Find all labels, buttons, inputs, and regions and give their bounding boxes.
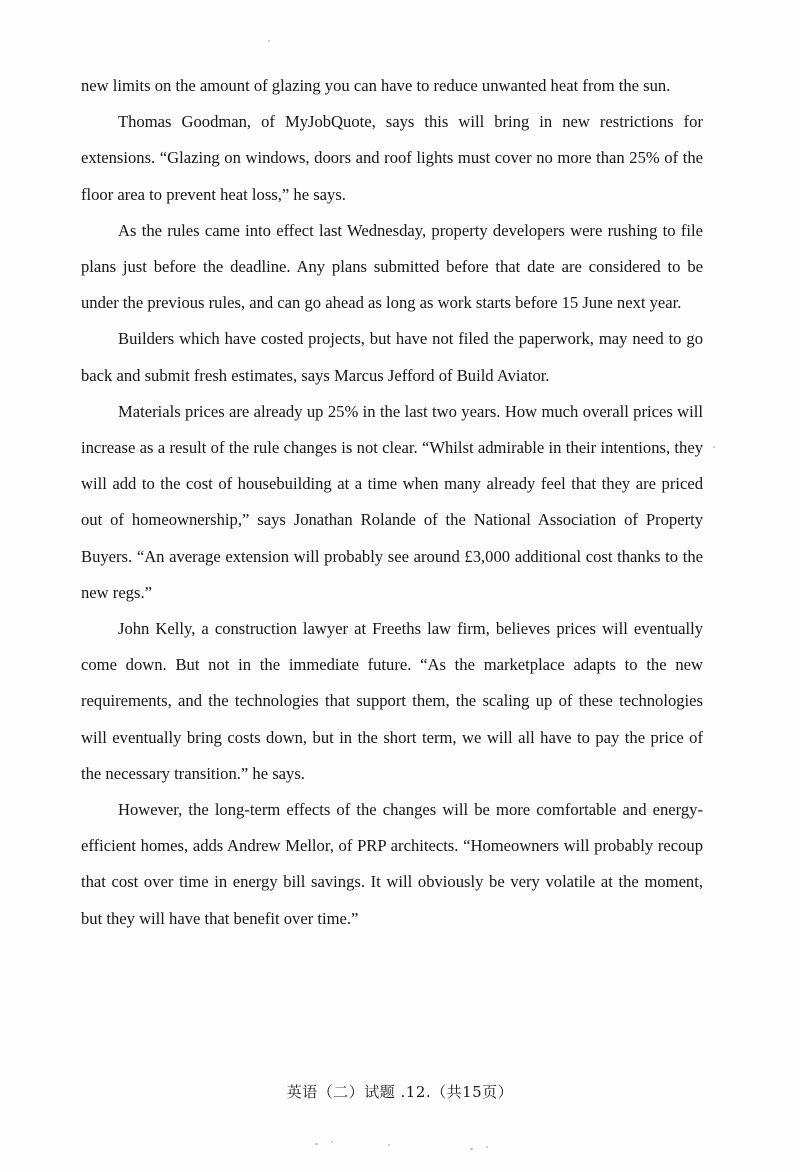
paragraph-6: John Kelly, a construction lawyer at Freeths law firm, believes prices will eventually come down. But not in the immediate future. “As the marketplace adapts to the new requirements, and the technologies that support them, the scaling up of these technologies will eventually bring costs down, but in the short term, we will all have to pay the price of the necessary transition.” he says. — [81, 619, 703, 783]
paragraph-5: Materials prices are already up 25% in the last two years. How much overall prices will increase as a result of the rule changes is not clear. “Whilst admirable in their intentions, they will add to the cost of housebuilding at a time when many already feel that they are priced out of homeownership,” says Jonathan Rolande of the National Association of Property Buyers. “An average extension will probably see around £3,000 additional cost thanks to the new regs.” — [81, 401, 703, 602]
scan-speck — [486, 1146, 488, 1148]
scan-speck — [388, 1144, 390, 1146]
paragraph-7: However, the long-term effects of the changes will be more comfortable and energy-efficient homes, adds Andrew Mellor, of PRP architects. “Homeowners will probably recoup that cost over time in energy bill savings. It will obviously be very volatile at the moment, but they will have that benefit over time.” — [81, 800, 703, 928]
scan-speck — [713, 446, 715, 448]
paragraph-1: new limits on the amount of glazing you can have to reduce unwanted heat from the sun. — [81, 76, 671, 95]
scan-speck — [268, 40, 270, 42]
page-footer: 英语（二）试题 .12.（共15页） — [286, 1083, 514, 1101]
scan-speck — [331, 1141, 333, 1143]
paragraph-4: Builders which have costed projects, but have not filed the paperwork, may need to go back and submit fresh estimates, says Marcus Jefford of Build Aviator. — [81, 329, 703, 385]
paragraph-2: Thomas Goodman, of MyJobQuote, says this will bring in new restrictions for extensions. “Glazing on windows, doors and roof lights must cover no more than 25% of the floor area to prevent heat loss,” he says. — [81, 112, 703, 204]
paragraph-3: As the rules came into effect last Wednesday, property developers were rushing to file plans just before the deadline. Any plans submitted before that date are considered to be under the previous rules, and can go ahead as long as work starts before 15 June next year. — [81, 220, 703, 313]
scan-speck — [470, 1148, 473, 1150]
article-body — [81, 68, 703, 937]
scan-speck — [315, 1143, 318, 1145]
